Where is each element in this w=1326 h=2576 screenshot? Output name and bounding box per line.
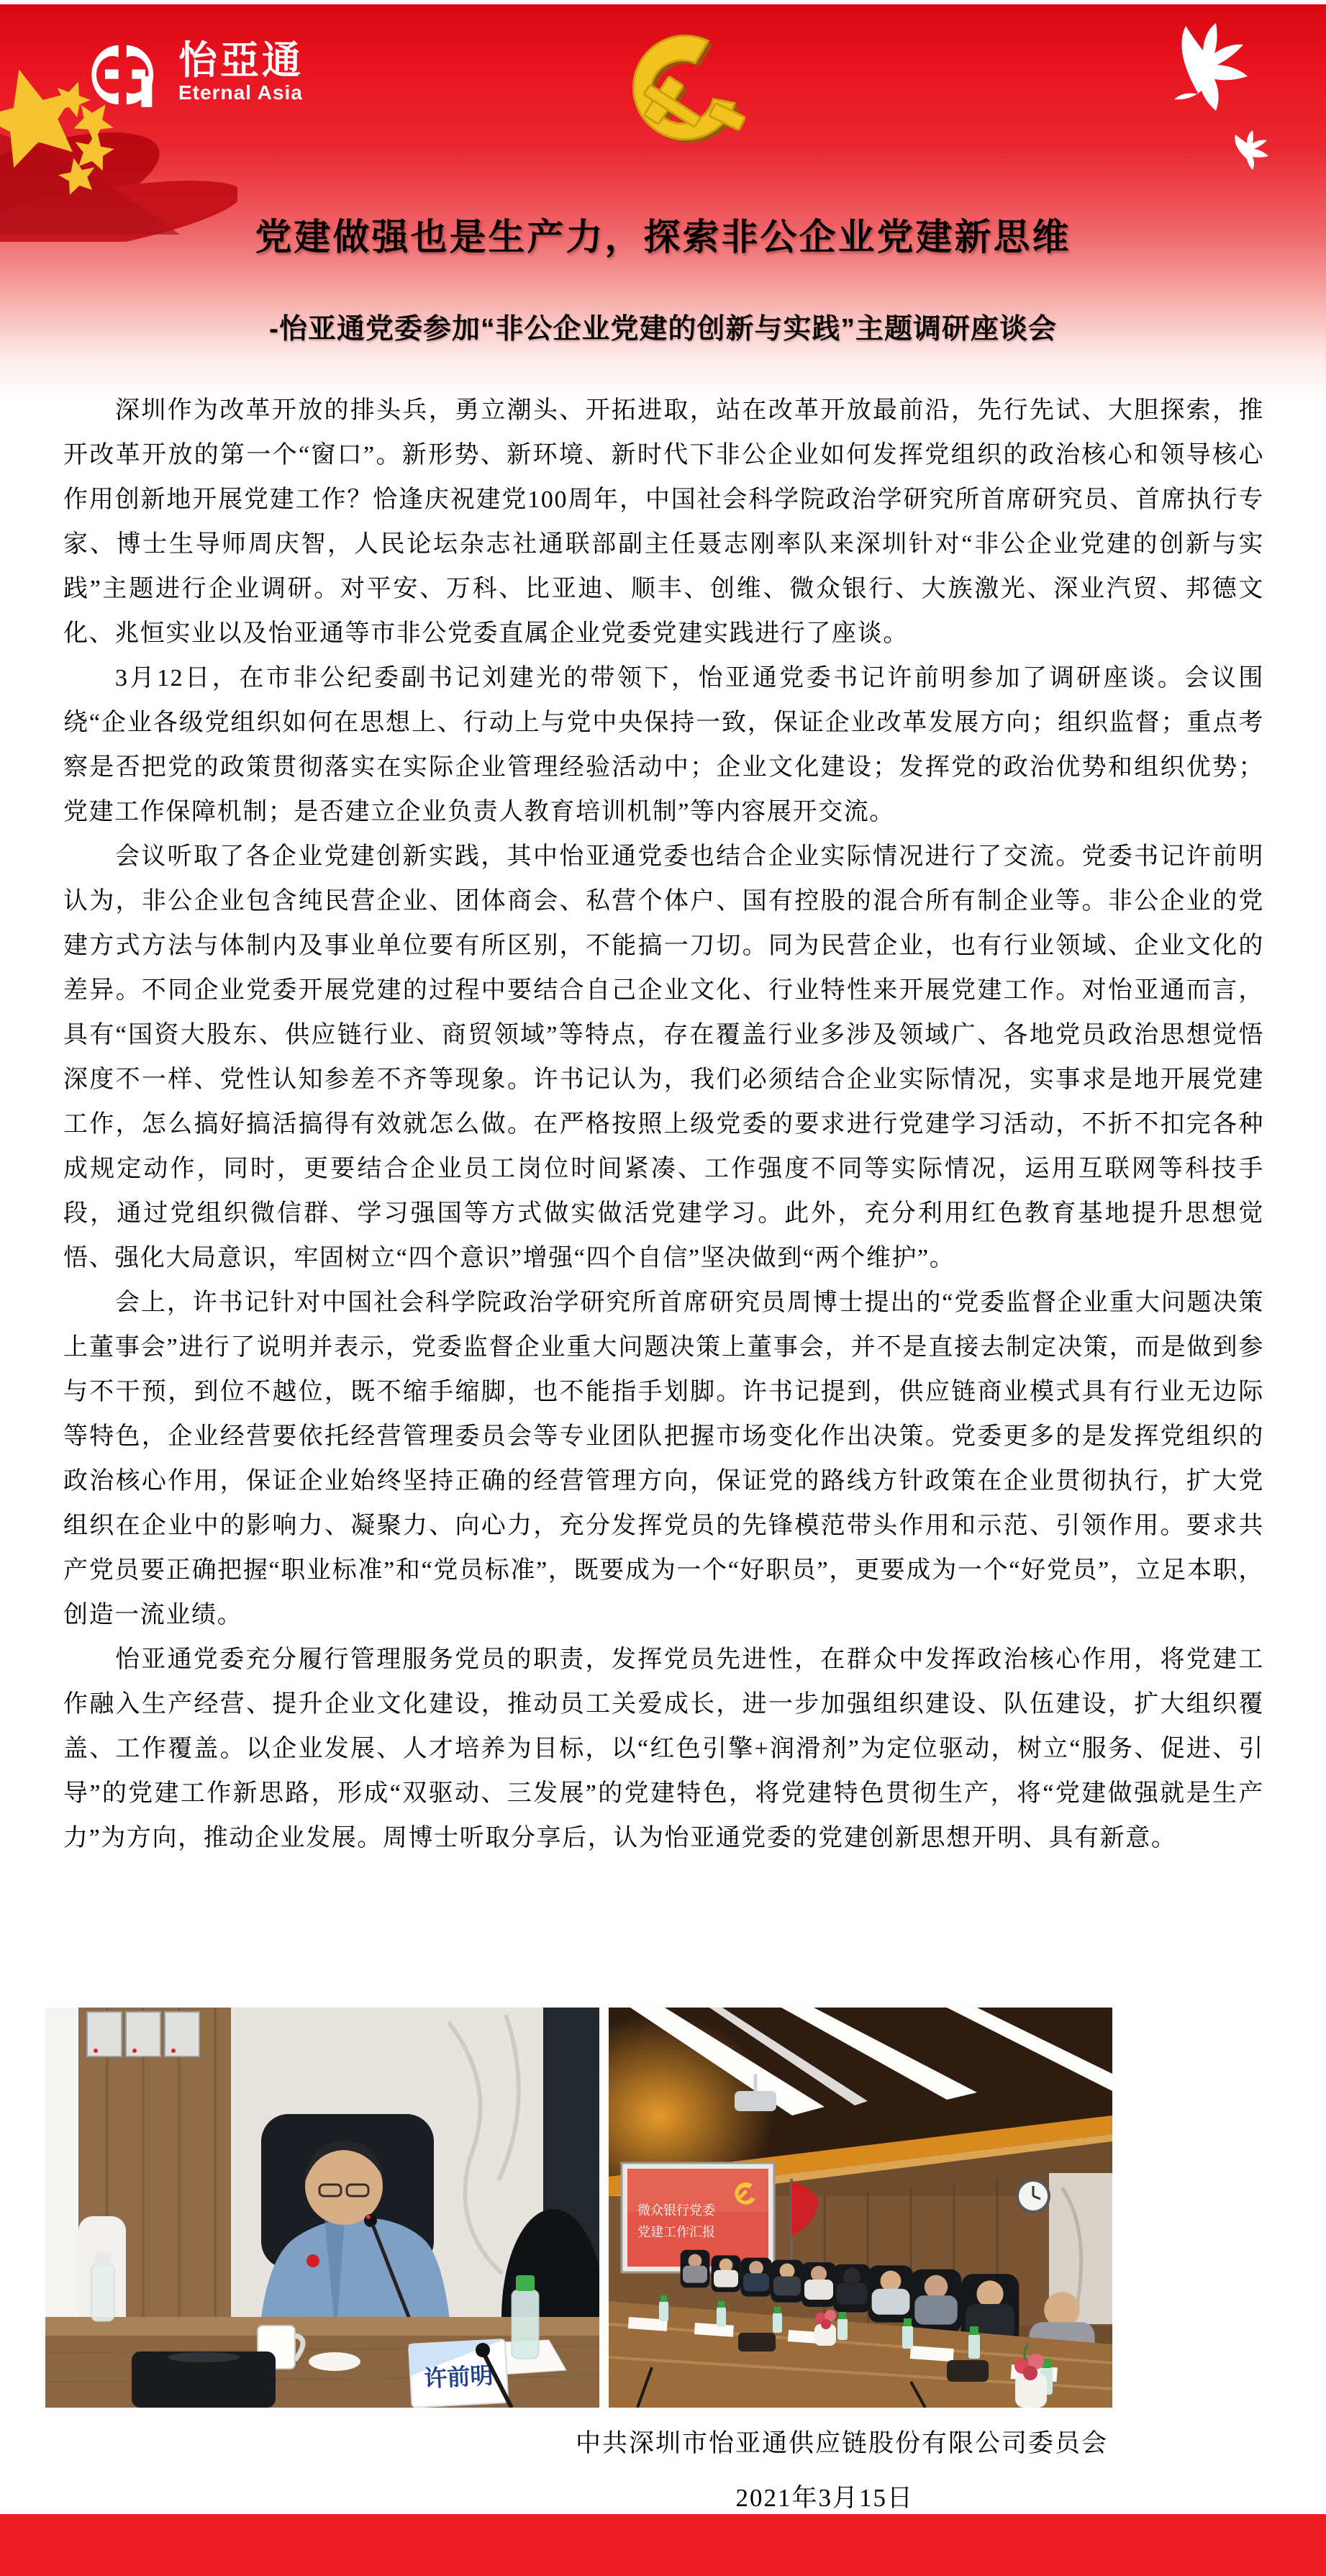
signature-date: 2021年3月15日 xyxy=(735,2484,914,2512)
party-emblem-icon xyxy=(608,26,759,170)
photo-row xyxy=(45,2008,1112,2408)
name-card-text: 许前明 xyxy=(423,2362,494,2392)
slide-text-line1: 微众银行党委 xyxy=(637,2203,715,2218)
wall-clock-icon xyxy=(1017,2180,1049,2212)
control-panels xyxy=(87,2012,199,2056)
article-subtitle: -怡亚通党委参加“非公企业党建的创新与实践”主题调研座谈会 xyxy=(269,314,1057,345)
article-title: 党建做强也是生产力，探索非公企业党建新思维 xyxy=(255,217,1071,258)
paragraph-4: 会上，许书记针对中国社会科学院政治学研究所首席研究员周博士提出的“党委监督企业重大问题决策上董事会”进行了说明并表示，党委监督企业重大问题决策上董事会，并不是直接去制定决策，而是做到参与不干预，到位不越位，既不缩手缩脚，也不能指手划脚。许书记提到，供应链商业模式具有行业无边际等特色，企业经营要依托经营管理委员会等专业团队把握市场变化作出决策。党委更多的是发挥党组织的政治核心作用，保证企业始终坚持正确的经营管理方向，保证党的路线方针政策在企业贯彻执行，扩大党组织在企业中的影响力、凝聚力、向心力，充分发挥党员的先锋模范带头作用和示范、引领作用。要求共产党员要正确把握“职业标准”和“党员标准”，既要成为一个“好职员”，更要成为一个“好党员”，立足本职，创造一流业绩。 xyxy=(63,1289,1264,1628)
doves-icon xyxy=(1114,12,1294,188)
company-logo xyxy=(85,40,304,109)
logo-text-cn: 怡亞通 xyxy=(178,39,304,82)
hero-banner xyxy=(0,4,1326,400)
meeting-photo-right xyxy=(609,2008,1112,2408)
ea-logo-mark xyxy=(85,40,165,109)
meeting-photo-left xyxy=(45,2008,599,2408)
article-body xyxy=(63,389,1264,1861)
flower-pot xyxy=(814,2310,836,2346)
paragraph-5: 怡亚通党委充分履行管理服务党员的职责，发挥党员先进性，在群众中发挥政治核心作用，将党建工作融入生产经营、提升企业文化建设，推动员工关爱成长，进一步加强组织建设、队伍建设，扩大组织覆盖、工作覆盖。以企业发展、人才培养为目标，以“红色引擎+润滑剂”为定位驱动，树立“服务、促进、引导”的党建工作新思路，形成“双驱动、三发展”的党建特色，将党建特色贯彻生产，将“党建做强就是生产力”为方向，推动企业发展。周博士听取分享后，认为怡亚通党委的党建创新思想开明、具有新意。 xyxy=(63,1646,1264,1851)
projector xyxy=(735,2091,776,2111)
slide-text-line2: 党建工作汇报 xyxy=(637,2225,715,2239)
footer-red-bar xyxy=(0,2514,1326,2576)
paragraph-2: 3月12日，在市非公纪委副书记刘建光的带领下，怡亚通党委书记许前明参加了调研座谈。会议围绕“企业各级党组织如何在思想上、行动上与党中央保持一致，保证企业改革发展方向；组织监督；重点考察是否把党的政策贯彻落实在实际企业管理经验活动中；企业文化建设；发挥党的政治优势和组织优势；党建工作保障机制；是否建立企业负责人教育培训机制”等内容展开交流。 xyxy=(63,665,1264,825)
paragraph-1: 深圳作为改革开放的排头兵，勇立潮头、开拓进取，站在改革开放最前沿，先行先试、大胆探索，推开改革开放的第一个“窗口”。新形势、新环境、新时代下非公企业如何发挥党组织的政治核心和领导核心作用创新地开展党建工作？恰逢庆祝建党100周年，中国社会科学院政治学研究所首席研究员、首席执行专家、博士生导师周庆智，人民论坛杂志社通联部副主任聂志刚率队来深圳针对“非公企业党建的创新与实践”主题进行企业调研。对平安、万科、比亚迪、顺丰、创维、微众银行、大族激光、深业汽贸、邦德文化、兆恒实业以及怡亚通等市非公党委直属企业党委党建实践进行了座谈。 xyxy=(63,397,1264,647)
signature-org: 中共深圳市怡亚通供应链股份有限公司委员会 xyxy=(575,2429,1108,2457)
logo-text-en: Eternal Asia xyxy=(178,81,303,104)
paragraph-3: 会议听取了各企业党建创新实践，其中怡亚通党委也结合企业实际情况进行了交流。党委书记许前明认为，非公企业包含纯民营企业、团体商会、私营个体户、国有控股的混合所有制企业等。非公企业的党建方式方法与体制内及事业单位要有所区别，不能搞一刀切。同为民营企业，也有行业领域、企业文化的差异。不同企业党委开展党建的过程中要结合自己企业文化、行业特性来开展党建工作。对怡亚通而言，具有“国资大股东、供应链行业、商贸领域”等特点，存在覆盖行业多涉及领域广、各地党员政治思想觉悟深度不一样、党性认知参差不齐等现象。许书记认为，我们必须结合企业实际情况，实事求是地开展党建工作，怎么搞好搞活搞得有效就怎么做。在严格按照上级党委的要求进行党建学习活动，不折不扣完各种成规定动作，同时，更要结合企业员工岗位时间紧凑、工作强度不同等实际情况，运用互联网等科技手段，通过党组织微信群、学习强国等方式做实做活党建学习。此外，充分利用红色教育基地提升思想觉悟、强化大局意识，牢固树立“四个意识”增强“四个自信”坚决做到“两个维护”。 xyxy=(63,843,1264,1271)
